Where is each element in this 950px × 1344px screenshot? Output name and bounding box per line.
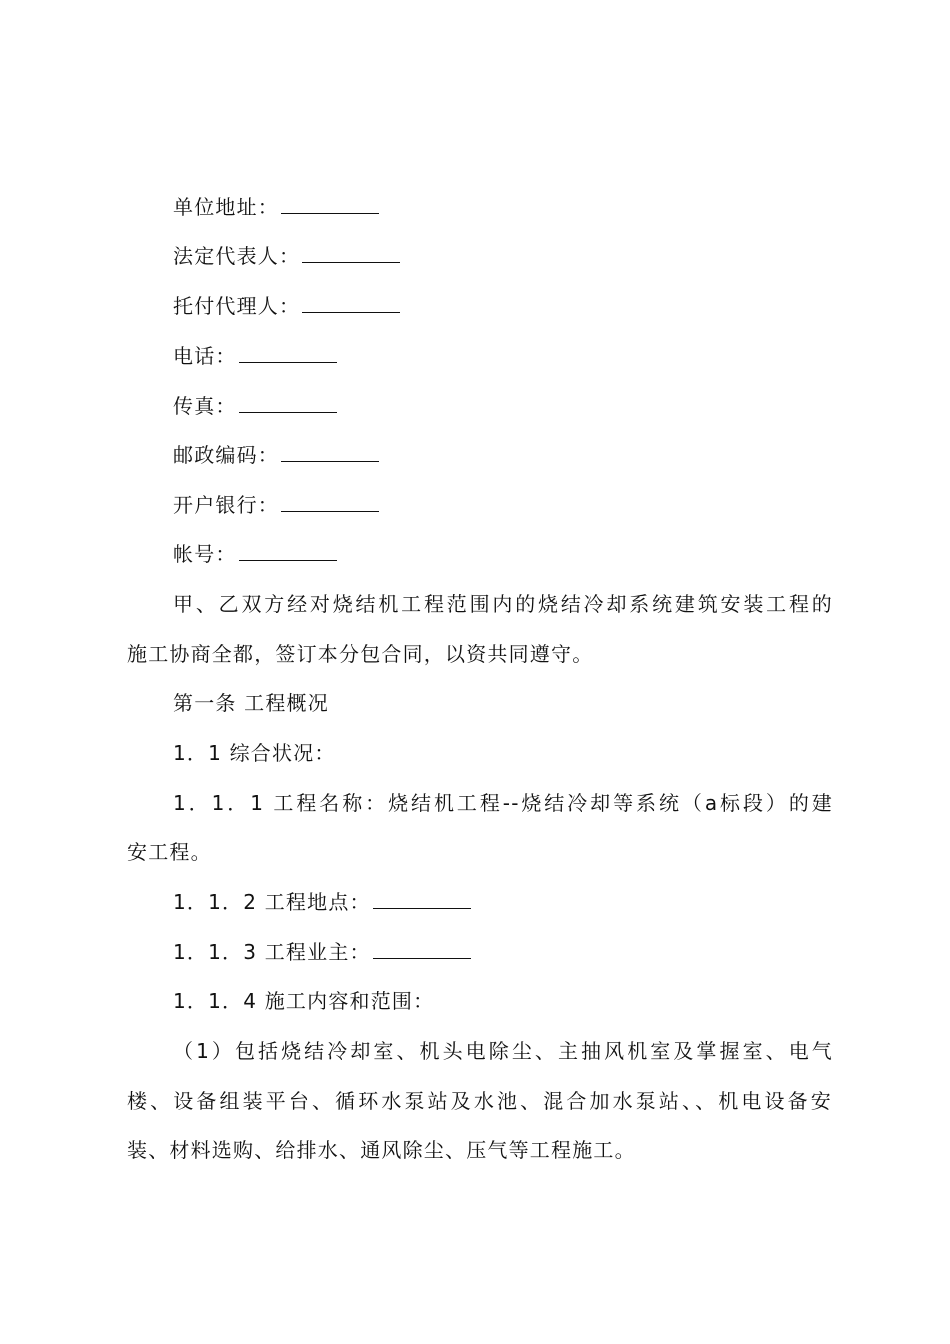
article1-title: 第一条 工程概况 (173, 691, 329, 715)
bank-label: 开户银行： (173, 493, 279, 517)
scope-line1: （1）包括烧结冷却室、机头电除尘、主抽风机室及掌握室、电气 (173, 1039, 833, 1063)
project-location-blank[interactable] (373, 890, 471, 909)
address-blank[interactable] (281, 195, 379, 214)
account-field (173, 539, 833, 569)
fax-label: 传真： (173, 394, 237, 418)
phone-field (173, 341, 833, 371)
fax-blank[interactable] (239, 394, 337, 413)
item-1-1-1-line1: 1．1．1 工程名称：烧结机工程--烧结冷却等系统（a标段）的建 (173, 791, 833, 815)
postcode-label: 邮政编码： (173, 443, 279, 467)
address-label: 单位地址： (173, 195, 279, 219)
legal-rep-label: 法定代表人： (173, 244, 301, 268)
legal-rep-blank[interactable] (302, 244, 400, 263)
account-label: 帐号： (173, 542, 237, 566)
agent-label: 托付代理人： (173, 294, 301, 318)
item-1-1-2 (173, 887, 833, 917)
scope-line3: 装、材料选购、给排水、通风除尘、压气等工程施工。 (127, 1138, 636, 1162)
phone-label: 电话： (173, 344, 237, 368)
item-1-1-3 (173, 937, 833, 967)
postcode-field (173, 440, 833, 470)
bank-field (173, 490, 833, 520)
fax-field (173, 391, 833, 421)
phone-blank[interactable] (239, 344, 337, 363)
agent-field (173, 291, 833, 321)
section-1-1: 1．1 综合状况： (173, 741, 336, 765)
postcode-blank[interactable] (281, 443, 379, 462)
item-1-1-2-label: 1．1．2 工程地点： (173, 890, 371, 914)
intro-paragraph-line2: 施工协商全都，签订本分包合同，以资共同遵守。 (127, 642, 594, 666)
item-1-1-4: 1．1．4 施工内容和范围： (173, 989, 435, 1013)
agent-blank[interactable] (302, 294, 400, 313)
scope-line2: 楼、设备组装平台、循环水泵站及水池、混合加水泵站、、机电设备安 (127, 1089, 832, 1113)
bank-blank[interactable] (281, 493, 379, 512)
account-blank[interactable] (239, 542, 337, 561)
project-owner-blank[interactable] (373, 940, 471, 959)
item-1-1-3-label: 1．1．3 工程业主： (173, 940, 371, 964)
address-field (173, 192, 833, 222)
intro-paragraph-line1: 甲、乙双方经对烧结机工程范围内的烧结冷却系统建筑安装工程的 (173, 592, 833, 616)
item-1-1-1-line2: 安工程。 (127, 840, 212, 864)
legal-rep-field (173, 241, 833, 271)
